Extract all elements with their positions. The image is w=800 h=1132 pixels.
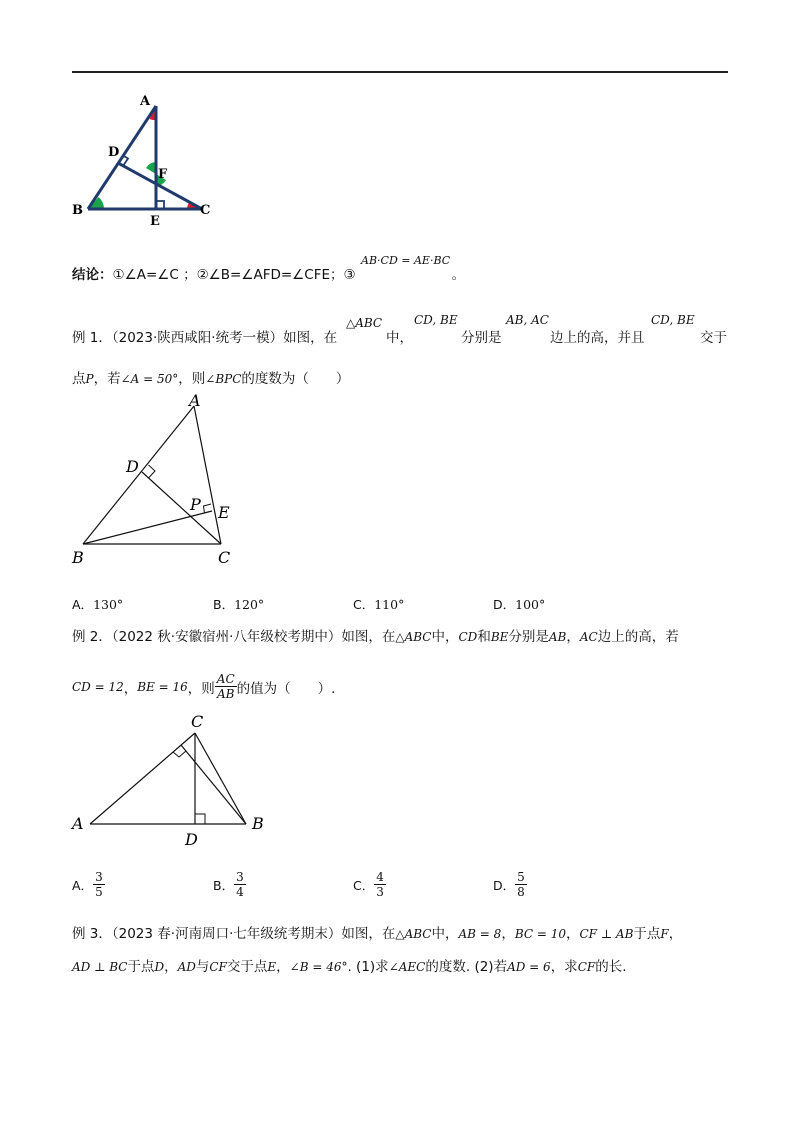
ex1-option-c[interactable] xyxy=(353,594,404,613)
ex2-option-d-num: 5 xyxy=(517,870,525,884)
ex1-fig-A: A xyxy=(189,391,201,410)
ex1-l2a: 点 xyxy=(72,371,86,387)
ex2-option-b-den: 4 xyxy=(236,885,244,899)
ex3-line1 xyxy=(72,922,682,942)
ex1-sides: AB, AC xyxy=(506,313,549,327)
ex3-line2 xyxy=(72,955,627,975)
ex2-option-a-den: 5 xyxy=(95,885,103,899)
ex2-option-a[interactable] xyxy=(72,870,105,899)
ex3-bc10: BC = 10 xyxy=(514,927,566,941)
ex3-angle-AEC: ∠AEC xyxy=(388,960,426,974)
ex3-triangle: △ABC xyxy=(395,927,432,941)
ex3-ab8: AB = 8 xyxy=(458,927,502,941)
ex1-option-b-letter: B． xyxy=(213,597,235,612)
ex2-be16: BE = 16 xyxy=(137,679,188,694)
label-F: F xyxy=(158,167,168,182)
ex2-and: 和 xyxy=(477,629,491,645)
label-B: B xyxy=(72,203,83,218)
ex2-option-b[interactable] xyxy=(213,870,246,899)
ex3-angle-B: ∠B = 46° xyxy=(289,960,348,974)
ex2-option-b-letter: B． xyxy=(213,877,235,893)
ex2-option-d-frac xyxy=(515,870,527,899)
label-E: E xyxy=(150,214,160,228)
ex1-segments: CD, BE xyxy=(414,313,458,327)
ex1-segments-2: CD, BE xyxy=(651,313,695,327)
ex2-frac-den: AB xyxy=(216,687,235,701)
label-A: A xyxy=(140,94,151,109)
conclusion-2: ②∠B=∠AFD=∠CFE；③ xyxy=(196,267,356,283)
ex1-prefix: 例 1．（2023·陕西咸阳·统考一模）如图，在 xyxy=(72,330,338,346)
ex3-with: 与 xyxy=(195,959,210,975)
ex3-c5: ， xyxy=(276,959,290,975)
conclusion-1: ①∠A=∠C ； xyxy=(112,267,197,283)
ex1-option-a-value: 130° xyxy=(93,597,124,612)
ex2-option-a-frac xyxy=(93,870,105,899)
ex2-ac: AC xyxy=(579,630,598,644)
ex1-fig-B: B xyxy=(72,548,84,567)
ex3-t3: 于点 xyxy=(127,959,155,975)
ex2-option-b-frac xyxy=(234,870,246,899)
ex1-l2d: 的度数为（ ） xyxy=(241,371,350,387)
ex1-fig-D: D xyxy=(126,457,139,476)
ex2-option-c-letter: C． xyxy=(353,877,375,893)
conclusion-label: 结论： xyxy=(72,267,113,283)
ex3-point-F: F xyxy=(660,927,669,941)
ex3-t4: 交于点 xyxy=(226,959,268,975)
ex1-angle-A: ∠A = 50° xyxy=(120,372,179,386)
ex3-q1: . (1)求 xyxy=(347,959,389,975)
ex3-ad-perp-bc: AD ⊥ BC xyxy=(72,960,128,974)
altitude-BE xyxy=(83,511,212,544)
ex1-fig-E: E xyxy=(218,503,230,522)
ex2-fraction xyxy=(215,672,237,701)
ex2-fig-D: D xyxy=(185,830,198,849)
ex2-option-c-num: 4 xyxy=(376,870,384,884)
figure-ex1-triangle xyxy=(66,388,256,568)
ex3-c1: ， xyxy=(501,926,515,942)
ex1-option-d-value: 100° xyxy=(515,597,546,612)
ex1-option-c-value: 110° xyxy=(374,597,405,612)
ex3-q2b: 的长. xyxy=(595,959,627,975)
ex1-l2c: ，则 xyxy=(178,371,206,387)
top-rule xyxy=(72,71,728,73)
ex2-option-c-frac xyxy=(374,870,386,899)
ex1-line2 xyxy=(72,367,349,387)
ex2-line1 xyxy=(72,625,679,645)
ex3-cf-length: CF xyxy=(577,960,596,974)
label-D: D xyxy=(108,145,120,160)
ex2-option-c[interactable] xyxy=(353,870,386,899)
ex2-t2: 分别是 xyxy=(508,629,549,645)
ex2-option-a-letter: A． xyxy=(72,877,94,893)
altitude-BE xyxy=(181,745,246,824)
ex2-tail: 的值为（ ）. xyxy=(236,680,336,697)
ex2-triangle: △ABC xyxy=(395,630,432,644)
ex3-cf: CF xyxy=(209,960,227,974)
ex3-ad: AD xyxy=(177,960,196,974)
ex2-fig-C: C xyxy=(191,712,204,731)
ex1-option-d[interactable] xyxy=(493,594,545,613)
ex2-cd12: CD = 12 xyxy=(72,679,124,694)
ex2-option-b-num: 3 xyxy=(236,870,244,884)
ex3-c3: ， xyxy=(668,926,683,942)
conclusion-3: AB·CD = AE·BC xyxy=(361,254,451,267)
ex2-frac-num: AC xyxy=(216,672,235,686)
side-AB xyxy=(88,106,156,209)
ex2-line2 xyxy=(72,672,335,701)
ex2-cd: CD xyxy=(458,630,478,644)
ex2-fig-B: B xyxy=(252,814,264,833)
ex1-t4: 交于 xyxy=(700,330,727,346)
ex2-option-d-den: 8 xyxy=(517,885,525,899)
ex1-option-c-letter: C． xyxy=(353,597,375,612)
ex3-point-E: E xyxy=(267,960,277,974)
ex1-option-b-value: 120° xyxy=(234,597,265,612)
ex1-t3: 边上的高，并且 xyxy=(550,330,645,346)
ex3-q1b: 的度数. (2)若 xyxy=(425,959,508,975)
ex2-option-c-den: 3 xyxy=(376,885,384,899)
ex3-t1: 中， xyxy=(431,926,459,942)
ex2-t1: 中， xyxy=(431,629,459,645)
ex2-option-d-letter: D． xyxy=(493,877,516,893)
ex1-option-a[interactable] xyxy=(72,594,123,613)
ex3-prefix: 例 3．（2023 春·河南周口·七年级统考期末）如图，在 xyxy=(72,926,396,942)
conclusion-end: 。 xyxy=(451,267,466,283)
label-C: C xyxy=(200,203,211,218)
ex3-q2: ，求 xyxy=(550,959,578,975)
ex1-option-d-letter: D． xyxy=(493,597,516,612)
ex1-option-b[interactable] xyxy=(213,594,264,613)
ex1-point-P: P xyxy=(85,372,94,386)
ex3-cf-perp-ab: CF ⊥ AB xyxy=(579,927,634,941)
ex2-option-d[interactable] xyxy=(493,870,527,899)
ex2-t3: 边上的高，若 xyxy=(597,629,679,645)
ex1-fig-P: P xyxy=(190,495,201,514)
ex3-point-D: D xyxy=(154,960,165,974)
ex1-t1: 中， xyxy=(386,330,413,346)
ex2-ab: AB xyxy=(548,630,567,644)
ex1-t2: 分别是 xyxy=(461,330,502,346)
ex1-angle-BPC: ∠BPC xyxy=(205,372,242,386)
figure-ex2-triangle xyxy=(66,706,276,852)
ex1-l2b: ，若 xyxy=(93,371,121,387)
ex2-comma: ， xyxy=(566,629,580,645)
ex2-sep: ， xyxy=(123,680,138,697)
ex2-fig-A: A xyxy=(72,814,84,833)
figure-1-triangle xyxy=(60,88,230,228)
ex3-c2: ， xyxy=(566,926,580,942)
ex3-c4: ， xyxy=(164,959,178,975)
ex1-fig-C: C xyxy=(218,548,231,567)
ex1-triangle: △ABC xyxy=(346,316,383,330)
ex2-prefix: 例 2．（2022 秋·安徽宿州·八年级校考期中）如图，在 xyxy=(72,629,396,645)
ex2-option-a-num: 3 xyxy=(95,870,103,884)
ex2-be: BE xyxy=(490,630,509,644)
ex3-t2: 于点 xyxy=(633,926,661,942)
ex1-option-a-letter: A． xyxy=(72,597,94,612)
ex2-then: ，则 xyxy=(187,680,215,697)
ex3-ad6: AD = 6 xyxy=(507,960,551,974)
